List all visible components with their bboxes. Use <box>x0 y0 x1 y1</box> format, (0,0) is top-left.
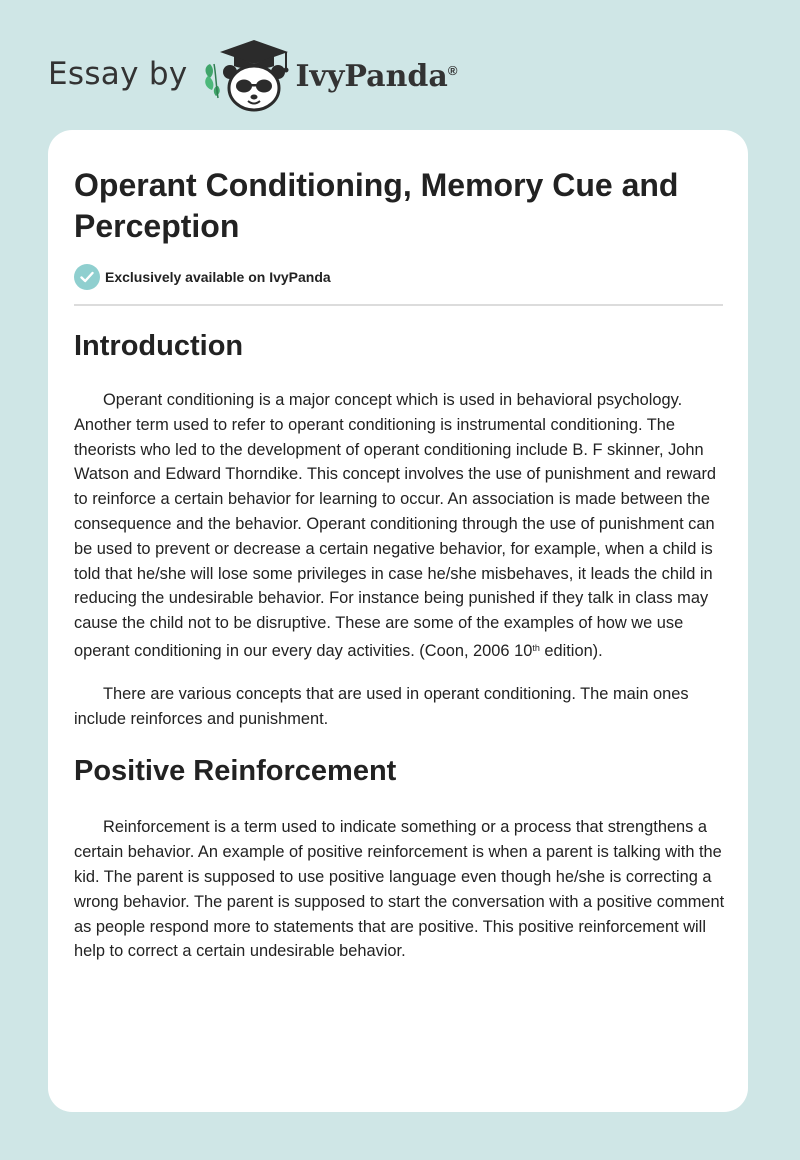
check-icon <box>74 264 100 290</box>
paragraph-text-end: edition). <box>539 641 603 660</box>
panda-logo-icon <box>200 34 292 114</box>
exclusive-label: Exclusively available on IvyPanda <box>105 269 331 285</box>
paragraph-text: Operant conditioning is a major concept which is used in behavioral psychology. Another term used to refer to operant conditioning is instrumental conditioning. The theorists who led to the development of operant conditioning include B. F skinner, John Watson and Edward Thorndike. This concept involves the use of punishment and reward to reinforce a certain behavior for learning to occur. An association is made between the consequence and the behavior. Operant conditioning through the use of punishment can be used to prevent or decrease a certain negative behavior, for example, when a child is told that he/she will lose some privileges in case he/she misbehaves, it leads the child in reducing the undesirable behavior. For instance being punished if they talk in class may cause the child not to be disruptive. These are some of the examples of how we use operant conditioning in our every day activities. (Coon, 2006 10 <box>74 391 717 660</box>
superscript: th <box>532 642 540 653</box>
registered-mark: ® <box>447 62 458 78</box>
brand-name-text: IvyPanda <box>295 58 448 94</box>
section-heading-positive-reinforcement: Positive Reinforcement <box>74 755 397 788</box>
exclusive-badge <box>74 264 722 290</box>
essay-by-label: Essay by <box>48 56 188 92</box>
section-heading-introduction: Introduction <box>74 330 244 362</box>
paragraph <box>74 388 726 664</box>
paragraph: Reinforcement is a term used to indicate something or a process that strengthens a certain behavior. An example of positive reinforcement is when a parent is talking with the kid. The parent is supposed to use positive language even though he/she is correcting a wrong behavior. The parent is supposed to start the conversation with a positive comment as people respond more to statements that are positive. This positive reinforcement will help to correct a certain undesirable behavior. <box>74 818 725 961</box>
site-header <box>48 34 457 114</box>
page-title: Operant Conditioning, Memory Cue and Perception <box>74 167 679 244</box>
paragraph: There are various concepts that are used in operant conditioning. The main ones include reinforces and punishment. <box>74 684 689 728</box>
divider <box>74 304 723 306</box>
brand-name <box>296 59 458 94</box>
essay-card <box>48 130 748 1112</box>
